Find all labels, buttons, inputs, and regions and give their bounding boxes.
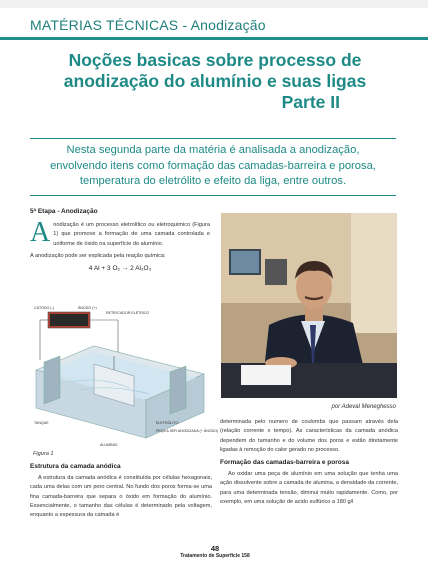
section-header — [0, 15, 428, 40]
label-tanque: TANQUE — [34, 421, 49, 425]
right-column — [220, 418, 398, 509]
lead-line-3: temperatura do eletrólito e efeito da liga, entre outros. — [79, 175, 347, 187]
title-line-3: Parte II — [281, 92, 340, 112]
author-photo — [221, 213, 397, 398]
top-rule — [0, 0, 428, 8]
tank-illustration — [30, 300, 219, 448]
label-aluminio: ALUMÍNIO — [100, 443, 118, 447]
figure-anodizing-tank — [30, 300, 219, 448]
section-heading-formacao: Formação das camadas-barreira e porosa — [220, 459, 349, 467]
title-line-2: anodização do alumínio e suas ligas — [63, 71, 367, 91]
section-heading-estrutura: Estrutura da camada anódica — [30, 463, 121, 470]
paragraph-continuation: determinada pelo numero de coulombs que passam através dela (relação corrente x tempo). As características da camada anódica dependem do tamanho e do volume dos poros e estão diretamente ligadas à remoção do calor gerado no processo. — [220, 419, 398, 453]
label-retificador: RETIFICADOR ELÉTRICO — [106, 311, 150, 315]
photo-caption: por Adeval Meneghesso — [331, 404, 396, 410]
figure-caption: Figura 1 — [33, 451, 54, 457]
article-title — [30, 50, 400, 113]
author-photo-image — [221, 213, 397, 398]
page-number: 48 — [210, 544, 220, 553]
lead-line-2: envolvendo itens como formação das camadas-barreira e porosa, — [50, 159, 376, 172]
label-anodo: ÂNODO (+) — [78, 306, 97, 310]
lead-text — [30, 143, 396, 190]
label-catodo: CÁTODO (-) — [34, 306, 54, 310]
paragraph-formacao: Ao oxidar uma peça de alumínio em uma solução que tenha uma ação dissolvente sobre a camada de alumina, a densidade da corrente, para uma determinada tensão, diminui muito rapidamente. Como, por exemplo, em uma solução de acido sulfúrico a 180 g/l — [220, 471, 398, 506]
left-column — [30, 208, 210, 276]
section-heading-anodizacao: 5ª Etapa - Anodização — [30, 208, 98, 215]
drop-cap: A — [30, 217, 51, 248]
journal-name: Tratamento de Superfície 158 — [180, 553, 250, 559]
label-peca: PEÇA A SER ANODIZADA (+ ÂNODO) — [156, 429, 219, 433]
lead-box — [30, 138, 396, 196]
title-line-1: Noções basicas sobre processo de — [68, 50, 362, 70]
chemical-formula: 4 Al + 3 O₂ → 2 Al₂O₃ — [88, 265, 152, 273]
paragraph-estrutura: A estrutura da camada anódica é constituída por células hexagonais, cada uma delas com um poro central. No fundo dos poros forma-se uma fina camada-barreira que separa o óxido em formação do alumínio. Essencialmente, o tamanho das células é determinado pela voltagem, enquanto a espessura da camada é — [30, 475, 212, 519]
paragraph-intro-text: nodização é um processo eletrolítico ou eletroquímico (Figura 1) que promove a formação de uma camada controlada e uniforme de óxido na superfície do alumínio. — [53, 222, 210, 247]
lead-line-1: Nesta segunda parte da matéria é analisada a anodização, — [66, 144, 360, 156]
section-label: MATÉRIAS TÉCNICAS - Anodização — [30, 17, 266, 33]
left-column-lower — [30, 463, 212, 522]
paragraph-intro — [30, 217, 210, 249]
paragraph-reaction: A anodização pode ser explicada pela reação química: — [30, 252, 166, 259]
label-eletrolito: ELETRÓLITO — [156, 421, 179, 425]
